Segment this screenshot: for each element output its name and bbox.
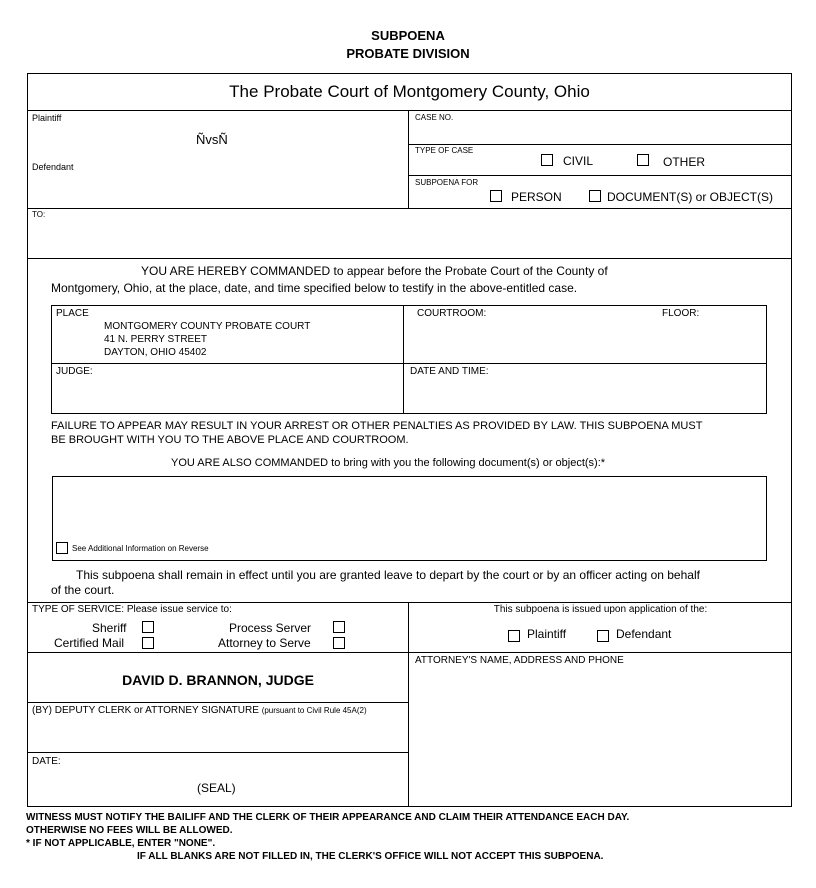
footer-line-1: WITNESS MUST NOTIFY THE BAILIFF AND THE CLERK OF THEIR APPEARANCE AND CLAIM THEIR ATTENDANCE EACH DAY. — [26, 812, 630, 823]
form-subtitle: PROBATE DIVISION — [346, 46, 470, 61]
type-of-case-label: TYPE OF CASE — [415, 146, 474, 155]
divider — [27, 602, 792, 603]
command-line-1: YOU ARE HEREBY COMMANDED to appear before the Probate Court of the County of — [141, 264, 608, 278]
vs-label: ÑvsÑ — [196, 132, 228, 147]
divider — [408, 110, 409, 208]
process-server-checkbox[interactable] — [333, 621, 345, 633]
divider — [27, 752, 408, 753]
divider — [51, 363, 767, 364]
sheriff-checkbox[interactable] — [142, 621, 154, 633]
person-label: PERSON — [511, 190, 562, 204]
civil-label: CIVIL — [563, 154, 594, 168]
see-additional-checkbox[interactable] — [56, 542, 68, 554]
case-no-label: CASE NO. — [415, 113, 454, 122]
footer-line-4: IF ALL BLANKS ARE NOT FILLED IN, THE CLERK'S OFFICE WILL NOT ACCEPT THIS SUBPOENA. — [137, 851, 604, 862]
certified-mail-label: Certified Mail — [54, 636, 125, 650]
sheriff-label: Sheriff — [92, 621, 127, 635]
effect-line-2: of the court. — [51, 583, 115, 597]
attorney-to-serve-checkbox[interactable] — [333, 637, 345, 649]
judge-label: JUDGE: — [56, 366, 93, 377]
subpoena-for-label: SUBPOENA FOR — [415, 178, 479, 187]
failure-line-1: FAILURE TO APPEAR MAY RESULT IN YOUR ARREST OR OTHER PENALTIES AS PROVIDED BY LAW. THIS SUBPOENA MUST — [51, 420, 703, 432]
plaintiff-label: Plaintiff — [32, 113, 62, 123]
issued-plaintiff-checkbox[interactable] — [508, 630, 520, 642]
attorney-label: ATTORNEY'S NAME, ADDRESS AND PHONE — [415, 655, 624, 666]
seal-label: (SEAL) — [197, 781, 236, 795]
issued-defendant-checkbox[interactable] — [597, 630, 609, 642]
divider — [27, 652, 792, 653]
failure-line-2: BE BROUGHT WITH YOU TO THE ABOVE PLACE AND COURTROOM. — [51, 434, 409, 446]
issued-plaintiff-label: Plaintiff — [527, 627, 567, 641]
place-line-2: 41 N. PERRY STREET — [104, 334, 207, 345]
defendant-label: Defendant — [32, 162, 74, 172]
other-checkbox[interactable] — [637, 154, 649, 166]
service-label: TYPE OF SERVICE: Please issue service to: — [32, 604, 232, 615]
document-label: DOCUMENT(S) or OBJECT(S) — [607, 190, 773, 204]
issued-label: This subpoena is issued upon application of the: — [493, 604, 708, 615]
attorney-to-serve-label: Attorney to Serve — [218, 636, 311, 650]
place-line-1: MONTGOMERY COUNTY PROBATE COURT — [104, 321, 311, 332]
courtroom-label: COURTROOM: — [417, 308, 487, 319]
place-line-3: DAYTON, OHIO 45402 — [104, 347, 207, 358]
judge-name: DAVID D. BRANNON, JUDGE — [122, 672, 314, 688]
floor-label: FLOOR: — [662, 308, 700, 319]
divider — [408, 144, 792, 145]
issued-defendant-label: Defendant — [616, 627, 672, 641]
divider — [408, 175, 792, 176]
divider — [408, 602, 409, 807]
civil-checkbox[interactable] — [541, 154, 553, 166]
effect-line-1: This subpoena shall remain in effect until you are granted leave to depart by the court or by an officer acting on behalf — [76, 568, 700, 582]
command-line-2: Montgomery, Ohio, at the place, date, and time specified below to testify in the above-entitled case. — [51, 281, 578, 295]
divider — [403, 305, 404, 414]
see-additional-label: See Additional Information on Reverse — [72, 544, 209, 553]
deputy-label-text: (BY) DEPUTY CLERK or ATTORNEY SIGNATURE — [32, 705, 259, 716]
court-title: The Probate Court of Montgomery County, Ohio — [229, 82, 590, 101]
certified-mail-checkbox[interactable] — [142, 637, 154, 649]
to-label: TO: — [32, 210, 46, 219]
footer-line-2: OTHERWISE NO FEES WILL BE ALLOWED. — [26, 825, 233, 836]
form-title: SUBPOENA — [371, 28, 445, 43]
person-checkbox[interactable] — [490, 190, 502, 202]
deputy-label — [32, 705, 367, 716]
deputy-note: (pursuant to Civil Rule 45A(2) — [261, 706, 367, 715]
place-label: PLACE — [56, 308, 89, 319]
also-commanded: YOU ARE ALSO COMMANDED to bring with you the following document(s) or object(s):* — [171, 457, 606, 469]
divider — [27, 208, 792, 209]
divider — [27, 702, 408, 703]
document-checkbox[interactable] — [589, 190, 601, 202]
divider — [27, 258, 792, 259]
date-label: DATE: — [32, 756, 61, 767]
date-time-label: DATE AND TIME: — [410, 366, 489, 377]
divider — [27, 110, 792, 111]
other-label: OTHER — [663, 155, 705, 169]
process-server-label: Process Server — [229, 621, 312, 635]
footer-line-3: * IF NOT APPLICABLE, ENTER "NONE". — [26, 838, 216, 849]
